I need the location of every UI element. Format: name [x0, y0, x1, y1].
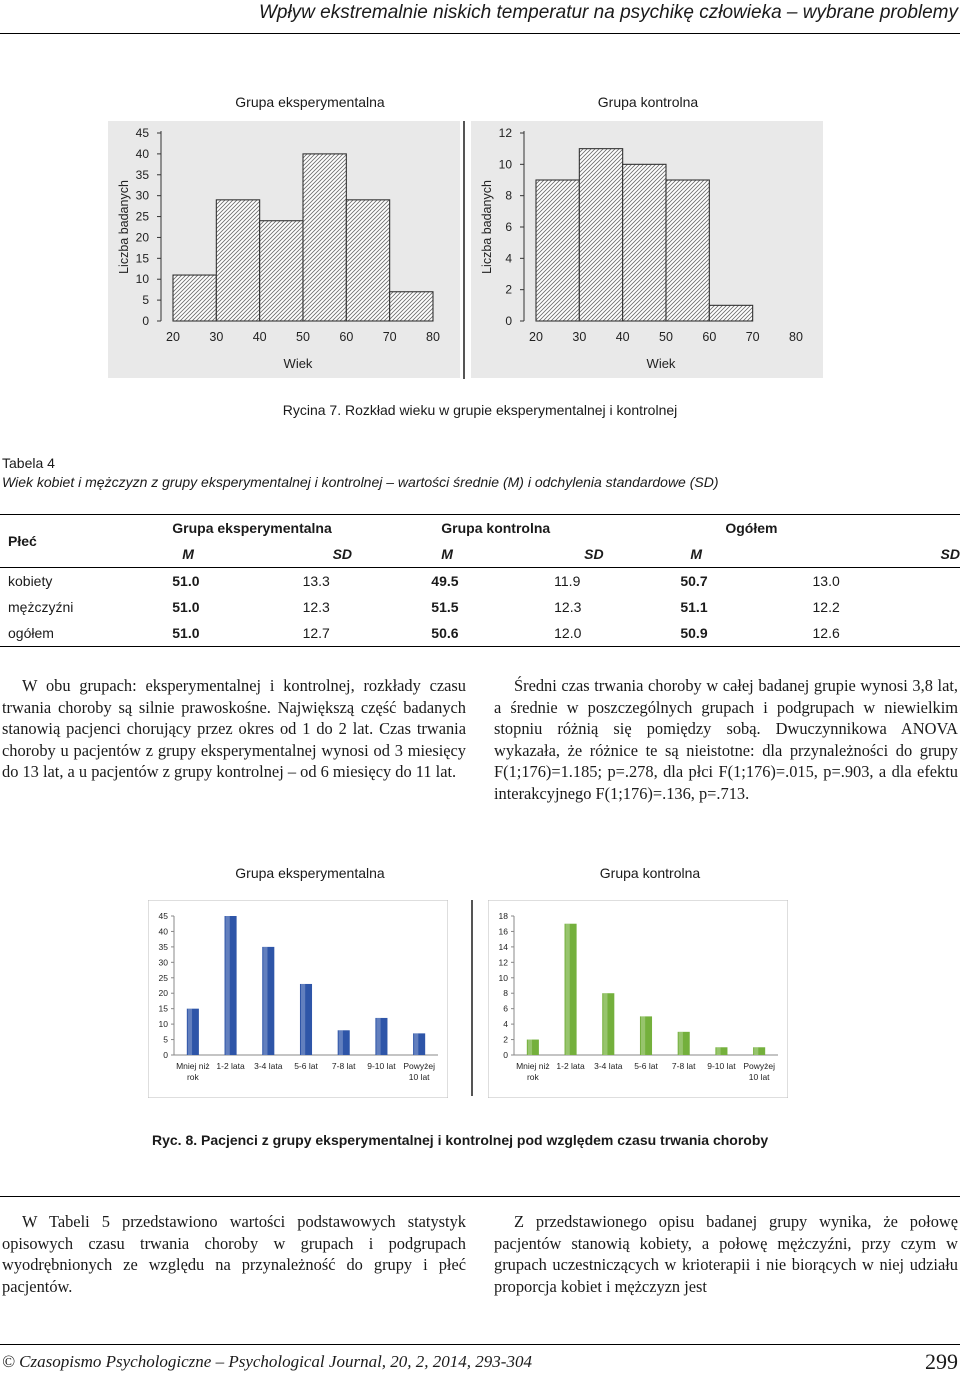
- y-tick-label: 12: [498, 126, 512, 140]
- y-tick-label: 4: [505, 251, 512, 266]
- x-tick-label: Mniej niż: [516, 1061, 550, 1071]
- y-tick-label: 45: [158, 911, 168, 921]
- x-tick-label: 20: [529, 330, 543, 344]
- x-tick-label: 80: [789, 330, 803, 344]
- x-tick-label: 50: [659, 330, 673, 344]
- y-tick-label: 30: [158, 957, 168, 968]
- y-tick-label: 14: [498, 941, 508, 952]
- x-tick-label: 60: [339, 330, 354, 344]
- x-tick-label: Mniej niż: [176, 1061, 210, 1071]
- table4-head-m: M: [441, 546, 453, 562]
- y-tick-label: 10: [498, 157, 512, 172]
- y-axis-label: Liczba badanych: [480, 180, 494, 274]
- fig8-divider: [471, 900, 473, 1096]
- y-tick-label: 0: [503, 1050, 508, 1060]
- x-tick-label: 40: [615, 330, 630, 344]
- x-tick-label: 20: [166, 330, 180, 344]
- x-tick-label: 1-2 lata: [216, 1061, 245, 1071]
- x-tick-label: rok: [526, 1072, 539, 1082]
- histogram-bar: [623, 164, 666, 321]
- table4-row-mezczyzni: [0, 594, 960, 620]
- footer-rule: [0, 1344, 960, 1345]
- histogram-experimental-age: [108, 121, 460, 378]
- table4-head-sd: SD: [332, 546, 353, 562]
- table4-cell: 12.0: [554, 625, 582, 641]
- y-tick-label: 12: [498, 957, 508, 968]
- x-tick-label: 5-6 lat: [634, 1061, 658, 1071]
- table4-row-label: ogółem: [8, 625, 54, 641]
- y-tick-label: 5: [163, 1034, 168, 1045]
- y-tick-label: 0: [163, 1050, 168, 1060]
- table4-cell: 12.7: [302, 625, 330, 641]
- y-tick-label: 5: [142, 293, 149, 308]
- fig8-left-title: Grupa eksperymentalna: [235, 865, 385, 881]
- y-tick-label: 8: [503, 988, 508, 999]
- histogram-bar: [173, 275, 216, 321]
- table4-row-ogolem: [0, 620, 960, 647]
- x-tick-label: 9-10 lat: [367, 1061, 396, 1071]
- table4-head-group-ctrl: Grupa kontrolna: [441, 520, 551, 536]
- bar-highlight: [188, 1009, 192, 1055]
- table4-cell: 51.0: [172, 573, 200, 589]
- x-tick-label: 10 lat: [748, 1072, 770, 1082]
- y-tick-label: 15: [135, 251, 149, 266]
- table4-cell: 11.9: [554, 573, 581, 589]
- table4-cell: 50.7: [680, 573, 708, 589]
- table4-cell: 12.2: [812, 599, 840, 615]
- fig7-left-title: Grupa eksperymentalna: [235, 94, 385, 110]
- y-tick-label: 4: [503, 1019, 508, 1030]
- table4: [0, 514, 960, 647]
- y-tick-label: 18: [498, 911, 508, 921]
- y-tick-label: 6: [503, 1003, 508, 1014]
- x-tick-label: 70: [382, 330, 397, 344]
- y-tick-label: 10: [135, 272, 149, 287]
- body-text-right-1: Średni czas trwania choroby w całej badanej grupie wynosi 3,8 lat, a średnie w poszczególnych grupach i podgrupach w niewielkim stopniu różnią się pomiędzy sobą. Dwuczynnikowa ANOVA wykazała, że różnice te są nieistotne: dla przynależności do grupy F(1;176)=1.185; p=.278, dla płci F(1;176)=.015, p=.903, a dla efektu interakcyjnego F(1;176)=.136, p=.713.: [494, 676, 958, 803]
- y-tick-label: 10: [498, 972, 508, 983]
- table4-cell: 51.0: [172, 599, 200, 615]
- y-tick-label: 2: [505, 282, 512, 297]
- y-tick-label: 0: [505, 314, 512, 328]
- table4-cell: 12.6: [812, 625, 840, 641]
- fig8-caption: Ryc. 8. Pacjenci z grupy eksperymentalnej i kontrolnej pod względem czasu trwania choroby: [152, 1132, 769, 1148]
- x-tick-label: 7-8 lat: [331, 1061, 356, 1071]
- histogram-bar: [216, 200, 259, 321]
- footer: [0, 1349, 960, 1375]
- table4-cell: 13.0: [812, 573, 840, 589]
- fig7-caption: Rycina 7. Rozkład wieku w grupie eksperymentalnej i kontrolnej: [282, 402, 678, 418]
- y-tick-label: 20: [158, 988, 168, 999]
- x-tick-label: 80: [426, 330, 440, 344]
- bar-chart-control-duration: [488, 900, 788, 1098]
- y-tick-label: 6: [505, 220, 512, 234]
- bar-highlight: [603, 993, 607, 1055]
- bar-highlight: [376, 1018, 380, 1055]
- x-tick-label: 3-4 lata: [594, 1061, 623, 1071]
- y-tick-label: 35: [135, 167, 149, 182]
- bar-chart-experimental-duration: [148, 900, 448, 1098]
- histogram-bar: [709, 305, 752, 321]
- bar-highlight: [528, 1040, 532, 1055]
- y-tick-label: 40: [158, 926, 168, 937]
- y-tick-label: 25: [158, 972, 168, 983]
- body-text-left-1: W obu grupach: eksperymentalnej i kontrolnej, rozkłady czasu trwania choroby są silnie prawoskośne. Największą część badanych stanowią pacjenci chorujący przez okres od 1 do 2 lat. Czas trwania choroby u pacjentów z grupy eksperymentalnej wynosi od 3 miesięcy do 13 lat, a u pacjentów z grupy kontrolnej – od 6 miesięcy do 11 lat.: [2, 676, 466, 781]
- body-text-right-2: Z przedstawionego opisu badanej grupy wynika, że połowę pacjentów stanowią kobiety, a połowę mężczyźni, przy czym w grupach uczestniczących w krioterapii i nie biorących w niej udziału proporcja kobiet i mężczyzn jest: [494, 1212, 958, 1296]
- y-tick-label: 45: [135, 126, 149, 140]
- table4-head-sex: Płeć: [8, 533, 37, 549]
- footer-journal: © Czasopismo Psychologiczne – Psychological Journal, 20, 2, 2014, 293-304: [2, 1352, 532, 1371]
- table4-row-kobiety: [0, 568, 960, 595]
- bar-highlight: [641, 1016, 645, 1055]
- y-tick-label: 8: [505, 188, 512, 203]
- table4-head-sd: SD: [584, 546, 604, 562]
- table4-head-m: M: [690, 546, 703, 562]
- x-tick-label: 30: [209, 330, 224, 344]
- histogram-control-age: [471, 121, 823, 378]
- histogram-bar: [579, 149, 622, 321]
- y-tick-label: 10: [158, 1019, 168, 1030]
- page-number: 299: [925, 1349, 958, 1374]
- bar-highlight: [226, 916, 230, 1055]
- table4-cell: 51.1: [680, 599, 708, 615]
- bar-highlight: [566, 924, 570, 1055]
- histogram-bar: [536, 180, 579, 321]
- x-axis-label: Wiek: [646, 356, 676, 371]
- table4-row-label: mężczyźni: [8, 599, 74, 615]
- fig7-divider: [463, 121, 465, 379]
- table4-label: Tabela 4: [2, 455, 55, 471]
- x-tick-label: 5-6 lat: [294, 1061, 318, 1071]
- bar-highlight: [339, 1030, 343, 1055]
- x-tick-label: Powyżej: [403, 1061, 435, 1071]
- x-tick-label: 40: [252, 330, 267, 344]
- y-tick-label: 2: [503, 1034, 508, 1045]
- y-tick-label: 40: [135, 146, 149, 161]
- y-axis-label: Liczba badanych: [117, 180, 131, 274]
- bar-highlight: [263, 947, 267, 1055]
- y-tick-label: 0: [142, 314, 149, 328]
- histogram-bar: [666, 180, 709, 321]
- histogram-bar: [390, 292, 433, 321]
- bar-highlight: [679, 1032, 683, 1055]
- histogram-bar: [303, 154, 346, 321]
- table4-cell: 12.3: [302, 599, 330, 615]
- table4-row-label: kobiety: [8, 573, 53, 589]
- table4-cell: 12.3: [554, 599, 582, 615]
- section-rule: [0, 1196, 960, 1197]
- bar-highlight: [716, 1047, 720, 1055]
- x-tick-label: 1-2 lata: [556, 1061, 585, 1071]
- x-tick-label: 70: [745, 330, 760, 344]
- x-tick-label: Powyżej: [743, 1061, 775, 1071]
- table4-head-group-exp: Grupa eksperymentalna: [172, 520, 332, 536]
- x-tick-label: 3-4 lata: [254, 1061, 283, 1071]
- table4-cell: 13.3: [302, 573, 330, 589]
- body-text-left-2: W Tabeli 5 przedstawiono wartości podstawowych statystyk opisowych czasu trwania choroby w grupach i podgrupach wyodrębnionych ze względu na przynależność do grupy i płeć pacjentów.: [2, 1212, 466, 1296]
- table4-subtitle: Wiek kobiet i mężczyzn z grupy eksperymentalnej i kontrolnej – wartości średnie (M) i odchylenia standardowe (SD): [2, 474, 719, 490]
- histogram-bar: [346, 200, 389, 321]
- table4-cell: 50.6: [431, 625, 459, 641]
- header-rule: [0, 33, 960, 34]
- histogram-bar: [260, 221, 303, 321]
- x-tick-label: 7-8 lat: [671, 1061, 696, 1071]
- table4-cell: 51.5: [431, 599, 459, 615]
- bar-highlight: [754, 1047, 758, 1055]
- bar-highlight: [414, 1033, 418, 1055]
- table4-cell: 51.0: [172, 625, 200, 641]
- x-tick-label: 50: [296, 330, 310, 344]
- table4-head-total: Ogółem: [725, 520, 778, 536]
- y-tick-label: 20: [135, 230, 149, 245]
- x-tick-label: rok: [186, 1072, 199, 1082]
- table4-head-sd: SD: [940, 546, 960, 562]
- x-tick-label: 60: [702, 330, 717, 344]
- y-tick-label: 15: [158, 1003, 168, 1014]
- running-header: Wpływ ekstremalnie niskich temperatur na psychikę człowieka – wybrane problemy: [258, 2, 958, 23]
- x-tick-label: 30: [572, 330, 587, 344]
- table4-cell: 50.9: [680, 625, 708, 641]
- x-tick-label: 9-10 lat: [707, 1061, 736, 1071]
- bar-highlight: [301, 984, 305, 1055]
- x-tick-label: 10 lat: [408, 1072, 430, 1082]
- table4-cell: 49.5: [431, 573, 459, 589]
- y-tick-label: 16: [498, 926, 508, 937]
- table4-head-m: M: [182, 546, 194, 562]
- y-tick-label: 35: [158, 941, 168, 952]
- y-tick-label: 30: [135, 188, 149, 203]
- fig8-right-title: Grupa kontrolna: [599, 865, 701, 881]
- fig7-right-title: Grupa kontrolna: [597, 94, 699, 110]
- x-axis-label: Wiek: [283, 356, 313, 371]
- y-tick-label: 25: [135, 209, 149, 224]
